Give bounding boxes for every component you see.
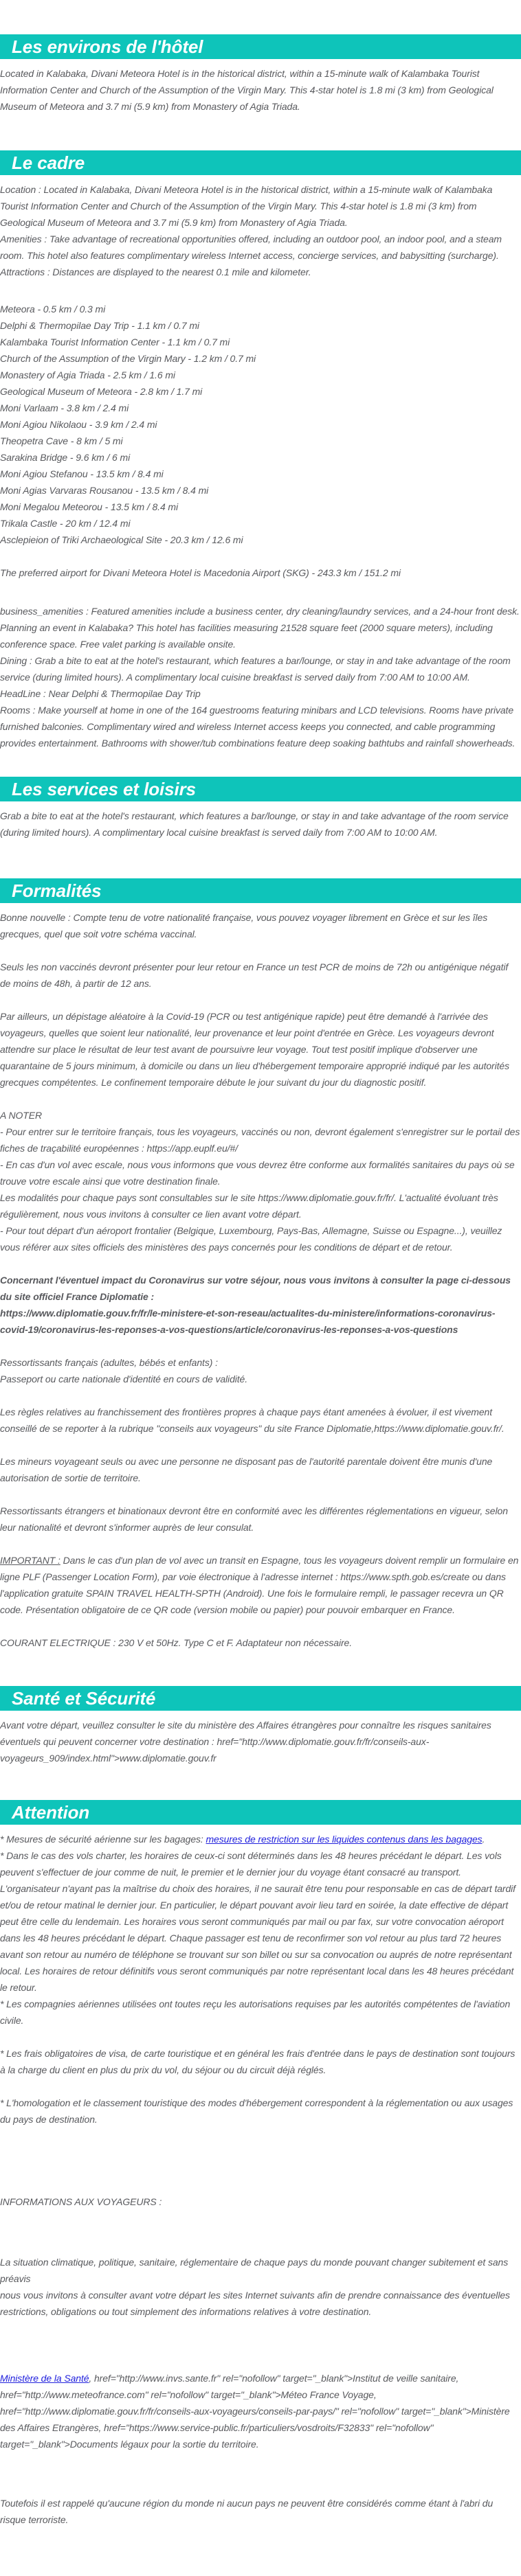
distance-item: Monastery of Agia Triada - 2.5 km / 1.6 mi [0, 369, 175, 380]
business-amenities-text: business_amenities : Featured amenities include a business center, dry cleaning/laundry services, and a 24-hour front desk. Planning an event in Kalabaka? This hotel has facilities measuring 21528 square feet (2000 square meters), including conference space. Free valet parking is available onsite. [0, 606, 520, 650]
hotel-details-block [0, 603, 521, 751]
preferred-airport-text: The preferred airport for Divani Meteora Hotel is Macedonia Airport (SKG) - 243.3 km / 151.2 mi [0, 567, 401, 578]
courant-electrique-paragraph: COURANT ELECTRIQUE : 230 V et 50Hz. Type C et F. Adaptateur non nécessaire. [0, 1637, 353, 1648]
bagages-suffix-text: . [482, 1834, 485, 1845]
ressortissants-etrangers-paragraph: Ressortissants étrangers et binationaux devront être en conformité avec les différentes réglementations en vigueur, selon leur nationalité et devront s'informer auprès de leur consulat. [0, 1505, 508, 1533]
frais-visa-paragraph: * Les frais obligatoires de visa, de carte touristique et en général les frais d'entrée dans le pays de destination sont toujours à la charge du client en plus du prix du vol, du séjour ou du circuit déjà réglés. [0, 2048, 516, 2075]
distance-item: Moni Agiou Stefanou - 13.5 km / 8.4 mi [0, 468, 164, 479]
situation-text-2: nous vous invitons à consulter avant votre départ les sites Internet suivants afin de prendre connaissance des éventuelles restrictions, obligations ou tout simplement des informations relatives à votre destination. [0, 2290, 510, 2317]
important-paragraph [0, 1552, 521, 1618]
informations-voyageurs-label: INFORMATIONS AUX VOYAGEURS : [0, 2196, 162, 2207]
test-pcr-paragraph: Seuls les non vaccinés devront présenter pour leur retour en France un test PCR de moins de 72h ou antigénique négatif de moins de 48h, à partir de 12 ans. [0, 961, 509, 989]
section-formalites [0, 878, 521, 1651]
vols-charter-text: * Dans le cas des vols charter, les horaires de ceux-ci sont déterminés dans les 48 heures précédant le départ. Les vols peuvent s'effectuer de jour comme de nuit, le premier et le dernier jour du voyage étant consacré au transport. L'organisateur n'ayant pas la maîtrise du choix des horaires, il ne saurait être tenu pour responsable en cas de départ tardif et/ou de retour matinal le dernier jour. En particulier, le départ pouvant avoir lieu tard en soirée, la date effective de départ peut être celle du lendemain. Les horaires vous seront communiqués par mail ou par fax, sur votre convocation aéroport dans les 48 heures précédant le départ. Chaque passager est tenu de reconfirmer son vol retour au plus tard 72 heures avant son retour au numéro de téléphone se trouvant sur son billet ou sur sa convocation ou auprés de notre représentant local. Les horaires de retour définitifs vous seront communiqués par notre représentant local dans les 48 heures précédant le retour. [0, 1850, 516, 1993]
a-noter-item: Les modalités pour chaque pays sont consultables sur le site https://www.diplomatie.gouv.fr/fr/. L'actualité évoluant très régulièrement, nous vous invitons à consulter ce lien avant votre départ. [0, 1192, 498, 1220]
distance-item: Church of the Assumption of the Virgin Mary - 1.2 km / 0.7 mi [0, 353, 256, 364]
section-title-cadre: Le cadre [0, 150, 521, 175]
a-noter-block [0, 1107, 521, 1255]
a-noter-label: A NOTER [0, 1110, 43, 1121]
situation-paragraph [0, 2254, 521, 2320]
distance-item: Sarakina Bridge - 9.6 km / 6 mi [0, 452, 131, 463]
official-links-paragraph [0, 2370, 521, 2452]
important-text: Dans le cas d'un plan de vol avec un transit en Espagne, tous les voyageurs doivent remplir un formulaire en ligne PLF (Passenger Location Form), par voie électronique à l'adresse internet : https://www.spth.gob.es/create ou dans l'application gratuite SPAIN TRAVEL HEALTH-SPTH (Android). Une fois le formulaire rempli, le passager recevra un QR code. Présentation obligatoire de ce QR code (version mobile ou papier) pour pouvoir embarquer en France. [0, 1555, 519, 1615]
situation-text-1: La situation climatique, politique, sanitaire, réglementaire de chaque pays du monde pouvant changer subitement et sans préavis [0, 2257, 509, 2284]
section-environs [0, 34, 521, 115]
section-attention [0, 1800, 521, 2528]
distance-item: Trikala Castle - 20 km / 12.4 mi [0, 518, 131, 529]
coronavirus-url-text: https://www.diplomatie.gouv.fr/fr/le-ministere-et-son-reseau/actualites-du-ministere/informations-coronavirus-covid-19/coronavirus-les-reponses-a-vos-questions/article/coronavirus-les-reponses-a-vos-questions [0, 1308, 496, 1335]
section-sante [0, 1686, 521, 1766]
sante-paragraph: Avant votre départ, veuillez consulter le site du ministère des Affaires étrangères pour connaître les risques sanitaires éventuels qui peuvent concerner votre destination : href="http://www.diplomatie.gouv.fr/fr/conseils-aux-voyageurs_909/index.html">www.diplomatie.gouv.fr [0, 1720, 491, 1764]
rooms-text: Rooms : Make yourself at home in one of the 164 guestrooms featuring minibars and LCD televisions. Rooms have private furnished balconies. Complimentary wired and wireless Internet access keeps you connected, and cable programming provides entertainment. Bathrooms with shower/tub combinations feature deep soaking bathtubs and rainfall showerheads. [0, 705, 516, 749]
coronavirus-info-block [0, 1272, 521, 1338]
depistage-paragraph: Par ailleurs, un dépistage aléatoire à la Covid-19 (PCR ou test antigénique rapide) peut être demandé à l'arrivée des voyageurs, quelles que soient leur nationalité, leur provenance et leur point d'entrée en Grèce. Les voyageurs devront attendre sur place le résultat de leur test avant de poursuivre leur voyage. Tout test positif implique d'observer une quarantaine de 5 jours minimum, à domicile ou dans un lieu d'hébergement temporaire approprié indiqué par les autorités grecques compétentes. Le confinement temporaire débute le jour suivant du jour du diagnostic positif. [0, 1011, 509, 1088]
cadre-amenities-text: Amenities : Take advantage of recreational opportunities offered, including an outdoor pool, an indoor pool, and a steam room. This hotel also features complimentary wireless Internet access, concierge services, and babysitting (surcharge). [0, 233, 502, 261]
ministere-sante-link[interactable]: Ministère de la Santé [0, 2373, 89, 2384]
section-title-formalites: Formalités [0, 878, 521, 903]
section-title-attention: Attention [0, 1800, 521, 1825]
environs-intro-paragraph: Located in Kalabaka, Divani Meteora Hotel is in the historical district, within a 15-minute walk of Kalambaka Tourist Information Center and Church of the Assumption of the Virgin Mary. This 4-star hotel is 1.8 mi (3 km) from Geological Museum of Meteora and 3.7 mi (5.9 km) from Monastery of Agia Triada. [0, 68, 494, 112]
cadre-location-text: Location : Located in Kalabaka, Divani Meteora Hotel is in the historical district, within a 15-minute walk of Kalambaka Tourist Information Center and Church of the Assumption of the Virgin Mary. This 4-star hotel is 1.8 mi (3 km) from Geological Museum of Meteora and 3.7 mi (5.9 km) from Monastery of Agia Triada. [0, 184, 493, 228]
distance-item: Moni Megalou Meteorou - 13.5 km / 8.4 mi [0, 501, 179, 512]
distance-item: Geological Museum of Meteora - 2.8 km / 1.7 mi [0, 386, 203, 397]
distance-item: Kalambaka Tourist Information Center - 1.1 km / 0.7 mi [0, 337, 230, 347]
dining-text: Dining : Grab a bite to eat at the hotel's restaurant, which features a bar/lounge, or stay in and take advantage of the room service (during limited hours). A complimentary local cuisine breakfast is served daily from 7:00 AM to 10:00 AM. [0, 655, 511, 683]
section-services [0, 777, 521, 841]
cadre-description-block [0, 181, 521, 280]
a-noter-item: - Pour tout départ d'un aéroport frontalier (Belgique, Luxembourg, Pays-Bas, Allemagne, Suisse ou Espagne...), veuillez vous référer aux sites officiels des ministères des pays concernés pour les conditions de départ et de retour. [0, 1225, 502, 1253]
ressortissants-francais-block [0, 1354, 521, 1387]
distance-item: Delphi & Thermopilae Day Trip - 1.1 km / 0.7 mi [0, 320, 199, 331]
section-title-sante: Santé et Sécurité [0, 1686, 521, 1711]
a-noter-item: - En cas d'un vol avec escale, nous vous informons que vous devrez être conforme aux formalités sanitaires du pays où se trouve votre escale ainsi que votre destination finale. [0, 1159, 515, 1187]
compagnies-aeriennes-text: * Les compagnies aériennes utilisées ont toutes reçu les autorisations requises par les autorités compétentes de l'aviation civile. [0, 1998, 511, 2026]
section-title-services: Les services et loisirs [0, 777, 521, 801]
bonne-nouvelle-paragraph: Bonne nouvelle : Compte tenu de votre nationalité française, vous pouvez voyager librement en Grèce et sur les îles grecques, quel que soit votre schéma vaccinal. [0, 912, 488, 939]
coronavirus-intro-text: Concernant l'éventuel impact du Coronavirus sur votre séjour, nous vous invitons à consulter la page ci-dessous du site officiel France Diplomatie : [0, 1275, 511, 1302]
passeport-text: Passeport ou carte nationale d'identité en cours de validité. [0, 1374, 248, 1384]
bagages-line [0, 1831, 521, 1847]
section-title-environs: Les environs de l'hôtel [0, 34, 521, 59]
mineurs-paragraph: Les mineurs voyageant seuls ou avec une personne ne disposant pas de l'autorité parentale doivent être munis d'une autorisation de sortie de territoire. [0, 1456, 493, 1483]
important-label: IMPORTANT : [0, 1555, 60, 1566]
services-paragraph: Grab a bite to eat at the hotel's restaurant, which features a bar/lounge, or stay in and take advantage of the room service (during limited hours). A complimentary local cuisine breakfast is served daily from 7:00 AM to 10:00 AM. [0, 810, 509, 838]
distance-item: Moni Varlaam - 3.8 km / 2.4 mi [0, 402, 129, 413]
distances-list [0, 301, 521, 548]
terrorisme-paragraph: Toutefois il est rappelé qu'aucune région du monde ni aucun pays ne peuvent être considérés comme étant à l'abri du risque terroriste. [0, 2498, 494, 2525]
official-links-rest-text: , href="http://www.invs.sante.fr" rel="nofollow" target="_blank">Institut de veille sanitaire, href="http://www.meteofrance.com" rel="nofollow" target="_blank">Méteo France Voyage, href="http://www.diplomatie.gouv.fr/fr/conseils-aux-voyageurs/conseils-par-pays/" rel="nofollow" target="_blank">Ministère des Affaires Etrangères, href="https://www.service-public.fr/particuliers/vosdroits/F32833" rel="nofollow" target="_blank">Documents légaux pour la sortie du territoire. [0, 2373, 510, 2450]
regles-frontieres-paragraph: Les règles relatives au franchissement des frontières propres à chaque pays étant amenées à évoluer, il est vivement conseillé de se reporter à la rubrique "conseils aux voyageurs" du site France Diplomatie,https://www.diplomatie.gouv.fr/. [0, 1406, 505, 1434]
ressortissants-francais-label: Ressortissants français (adultes, bébés et enfants) : [0, 1357, 218, 1368]
homologation-paragraph: * L'homologation et le classement touristique des modes d'hébergement correspondent à la réglementation ou aux usages du pays de destination. [0, 2097, 513, 2125]
liquides-bagages-link[interactable]: mesures de restriction sur les liquides contenus dans les bagages [206, 1834, 483, 1845]
distance-item: Theopetra Cave - 8 km / 5 mi [0, 435, 123, 446]
distance-item: Moni Agiou Nikolaou - 3.9 km / 2.4 mi [0, 419, 157, 430]
section-cadre [0, 150, 521, 751]
distance-item: Asclepieion of Triki Archaeological Site - 20.3 km / 12.6 mi [0, 534, 243, 545]
cadre-attractions-text: Attractions : Distances are displayed to the nearest 0.1 mile and kilometer. [0, 266, 311, 277]
bagages-prefix-text: * Mesures de sécurité aérienne sur les bagages: [0, 1834, 206, 1845]
headline-text: HeadLine : Near Delphi & Thermopilae Day Trip [0, 688, 201, 699]
distance-item: Moni Agias Varvaras Rousanou - 13.5 km / 8.4 mi [0, 485, 209, 496]
distance-item: Meteora - 0.5 km / 0.3 mi [0, 304, 106, 315]
a-noter-item: - Pour entrer sur le territoire français, tous les voyageurs, vaccinés ou non, devront également s'enregistrer sur le portail des fiches de traçabilité européennes : https://app.euplf.eu/#/ [0, 1126, 520, 1154]
attention-flights-block [0, 1831, 521, 2029]
